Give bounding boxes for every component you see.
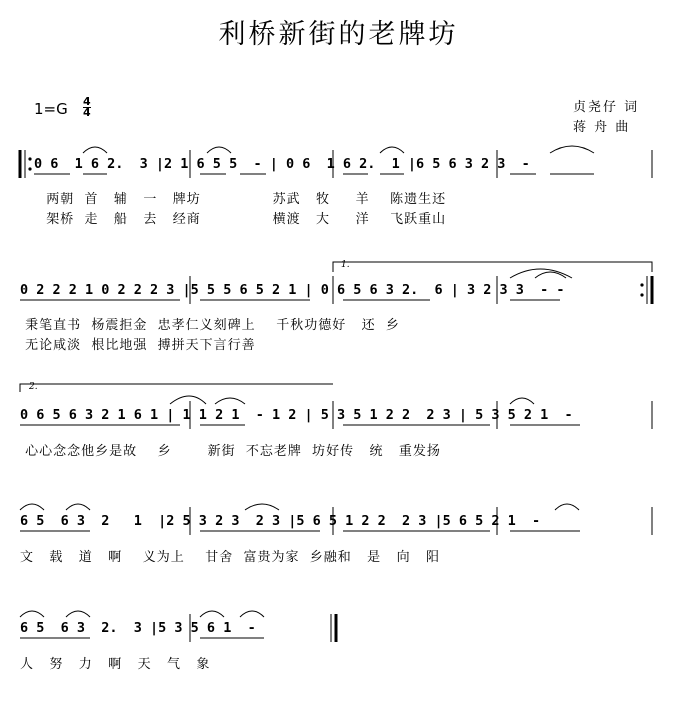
lyrics-row-2-verse-1: 秉笔直书 杨震拒金 忠孝仁义刻碑上 千秋功德好 还 乡 xyxy=(20,318,400,333)
lyrics-row-5: 人 努 力 啊 天 气 象 xyxy=(20,657,211,672)
slurs-row-5 xyxy=(20,611,264,617)
slurs-row-3 xyxy=(170,396,534,404)
slurs-row-1 xyxy=(83,146,594,153)
lyrics-row-3: 心心念念他乡是故 乡 新街 不忘老牌 坊好传 统 重发扬 xyxy=(20,444,441,459)
lyrics-row-2-verse-2: 无论咸淡 根比地强 搏拼天下言行善 xyxy=(20,338,256,353)
slurs-row-4 xyxy=(20,504,579,510)
final-barline xyxy=(331,614,336,642)
volta-1-label: 1. xyxy=(341,260,350,270)
song-title: 利桥新街的老牌坊 xyxy=(218,19,459,50)
notation-row-4: 6 5 6 3 2 1 |2 5 3 2 3 2 3 |5 6 5 1 2 2 2 3 |5 6 5 2 1 - xyxy=(20,513,541,529)
end-repeat-sign xyxy=(640,276,652,304)
composer-credit: 蒋 舟 曲 xyxy=(573,120,631,135)
notation-row-3: 0 6 5 6 3 2 1 6 1 | 1 1 2 1 - 1 2 | 5 3 5 1 2 2 2 3 | 5 3 5 2 1 - xyxy=(20,407,573,423)
volta-2-label: 2. xyxy=(29,382,38,392)
notation-row-1: 0 6 1 6 2. 3 |2 1 6 5 5 - | 0 6 1 6 2. 1 |6 5 6 3 2 3 - xyxy=(34,156,530,172)
key-signature: 1=G xyxy=(34,100,68,118)
meter-top: 4 xyxy=(83,95,91,108)
duration-underlines xyxy=(20,174,594,638)
lyrics-row-1-verse-1: 两朝 首 辅 一 牌坊 苏武 牧 羊 陈遗生还 xyxy=(36,192,447,207)
start-repeat-sign xyxy=(20,150,32,178)
lyricist-credit: 贞尧仔 词 xyxy=(573,100,640,115)
lyrics-row-4: 文 载 道 啊 义为上 甘舍 富贵为家 乡融和 是 向 阳 xyxy=(20,550,440,565)
lyrics-row-1-verse-2: 架桥 走 船 去 经商 横渡 大 洋 飞跃重山 xyxy=(36,212,447,227)
notation-row-2: 0 2 2 2 1 0 2 2 2 3 |5 5 5 6 5 2 1 | 0 6 5 6 3 2. 6 | 3 2 3 3 - - xyxy=(20,282,565,298)
volta-2-bracket xyxy=(20,382,333,392)
meter-bottom: 4 xyxy=(83,106,91,119)
volta-1-bracket xyxy=(333,260,652,272)
slurs-row-2 xyxy=(510,269,572,278)
notation-row-5: 6 5 6 3 2. 3 |5 3 5 6 1 - xyxy=(20,620,256,636)
